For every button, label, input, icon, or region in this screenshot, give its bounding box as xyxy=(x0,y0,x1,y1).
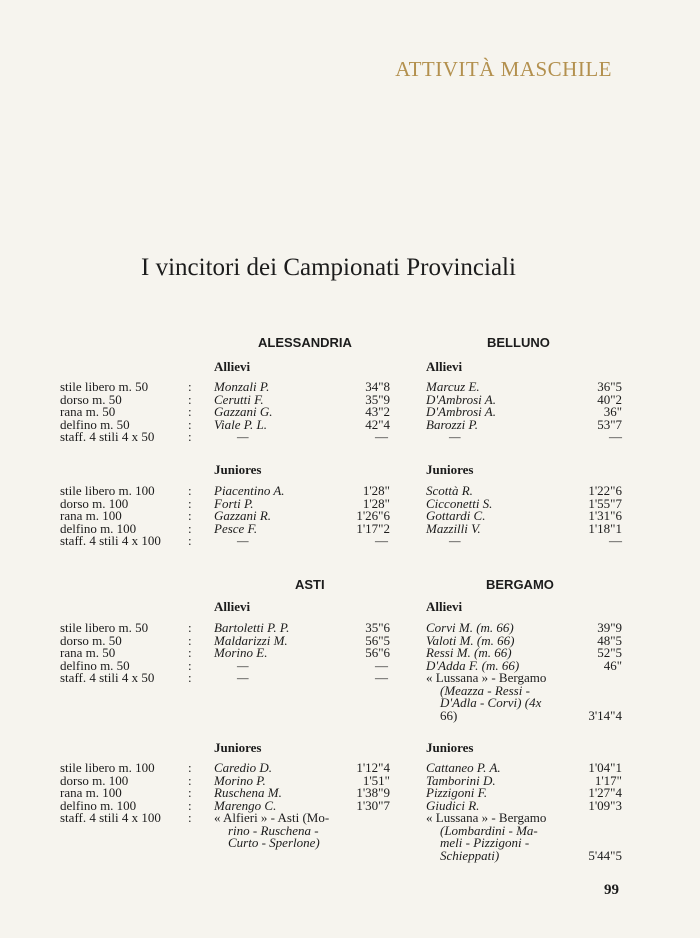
colon: : xyxy=(188,391,192,407)
winner-time: 1'26"6 xyxy=(356,508,390,523)
colon: : xyxy=(188,520,192,536)
winner-name: Mazzilli V. xyxy=(426,520,481,536)
winner-time: 40"2 xyxy=(597,391,622,407)
winner-name: Cerutti F. xyxy=(214,391,264,407)
event-label: dorso m. 50 xyxy=(60,391,122,407)
event-label: delfino m. 50 xyxy=(60,657,130,673)
winner-name: Pesce F. xyxy=(214,520,258,536)
category-label: Allievi xyxy=(214,599,251,614)
winner-time: 1'30"7 xyxy=(356,797,390,813)
winner-name: Caredio D. xyxy=(214,760,273,775)
winner-time: 56"6 xyxy=(365,645,390,660)
event-label: staff. 4 stili 4 x 100 xyxy=(60,810,161,825)
event-label: staff. 4 stili 4 x 50 xyxy=(60,429,155,444)
colon: : xyxy=(188,785,192,800)
winner-time: 53"7 xyxy=(597,416,622,432)
colon: : xyxy=(188,429,192,444)
colon: : xyxy=(188,416,192,432)
winner-name: Gottardi C. xyxy=(426,508,486,523)
category-label: Allievi xyxy=(214,359,251,374)
event-label: dorso m. 50 xyxy=(60,632,122,648)
event-label: staff. 4 stili 4 x 50 xyxy=(60,670,155,685)
winner-time: 35"9 xyxy=(365,391,390,407)
winner-name: Marengo C. xyxy=(214,797,277,813)
event-label: delfino m. 50 xyxy=(60,416,130,432)
winner-time: 1'28" xyxy=(362,483,390,498)
winner-time: — xyxy=(375,533,388,548)
relay-members: (Lombardini - Ma- xyxy=(440,822,538,838)
colon: : xyxy=(188,508,192,523)
winner-name: Morino P. xyxy=(214,772,266,788)
winner-time: 1'31"6 xyxy=(588,508,622,523)
winner-time: 48"5 xyxy=(597,632,622,648)
winner-name: Monzali P. xyxy=(214,379,270,394)
winner-time: 36"5 xyxy=(597,379,622,394)
relay-time: 5'44"5 xyxy=(588,847,622,863)
winner-name: — xyxy=(237,429,249,444)
winner-name: Ressi M. (m. 66) xyxy=(426,645,512,660)
winner-time: 1'38"9 xyxy=(356,785,390,800)
colon: : xyxy=(188,645,192,660)
colon: : xyxy=(188,495,192,511)
winner-time: 1'27"4 xyxy=(588,785,622,800)
event-label: rana m. 100 xyxy=(60,785,122,800)
winner-time: 43"2 xyxy=(365,404,390,419)
winner-time: 35"6 xyxy=(365,620,390,635)
event-label: delfino m. 100 xyxy=(60,520,137,536)
winner-name: Piacentino A. xyxy=(214,483,285,498)
winner-name: Gazzani R. xyxy=(214,508,272,523)
category-label: Allievi xyxy=(426,599,463,614)
winner-time: 42"4 xyxy=(365,416,390,432)
colon: : xyxy=(188,620,192,635)
winner-name: D'Ambrosi A. xyxy=(426,391,496,407)
winner-name: D'Adda F. (m. 66) xyxy=(426,657,520,673)
winner-time: 1'12"4 xyxy=(356,760,390,775)
colon: : xyxy=(188,670,192,685)
winner-name: Giudici R. xyxy=(426,797,480,813)
colon: : xyxy=(188,533,192,548)
winner-name: Maldarizzi M. xyxy=(214,632,288,648)
event-label: rana m. 50 xyxy=(60,645,116,660)
province-heading-left: ALESSANDRIA xyxy=(258,335,352,350)
relay-time: 3'14"4 xyxy=(588,707,622,723)
relay-members: (Meazza - Ressi - xyxy=(440,682,530,698)
winner-time: 36" xyxy=(603,404,622,419)
relay-members: Schieppati) xyxy=(440,847,500,863)
winner-time: 1'55"7 xyxy=(588,495,622,511)
event-label: stile libero m. 50 xyxy=(60,620,149,635)
event-label: stile libero m. 50 xyxy=(60,379,149,394)
winner-time: — xyxy=(375,670,388,685)
winner-time: 56"5 xyxy=(365,632,390,648)
winner-name: — xyxy=(449,533,461,548)
winner-time: 1'28" xyxy=(362,495,390,511)
relay-team: « Lussana » - Bergamo xyxy=(426,670,547,685)
winner-name: Barozzi P. xyxy=(426,416,479,432)
winner-time: 39"9 xyxy=(597,620,622,635)
winner-time: — xyxy=(375,657,388,673)
winner-time: — xyxy=(375,429,388,444)
event-label: rana m. 100 xyxy=(60,508,122,523)
winner-time: — xyxy=(609,429,622,444)
winner-time: 46" xyxy=(603,657,622,673)
winner-name: Bartoletti P. P. xyxy=(214,620,290,635)
event-label: delfino m. 100 xyxy=(60,797,137,813)
section-title: ATTIVITÀ MASCHILE xyxy=(395,57,612,81)
colon: : xyxy=(188,632,192,648)
winner-time: 1'09"3 xyxy=(588,797,622,813)
category-label: Juniores xyxy=(214,740,262,755)
category-label: Allievi xyxy=(426,359,463,374)
event-label: stile libero m. 100 xyxy=(60,760,155,775)
winner-name: Corvi M. (m. 66) xyxy=(426,620,514,635)
winner-name: Cattaneo P. A. xyxy=(426,760,501,775)
colon: : xyxy=(188,404,192,419)
winner-name: Marcuz E. xyxy=(426,379,480,394)
relay-members: rino - Ruschena - xyxy=(228,822,319,838)
winner-name: Scottà R. xyxy=(426,483,473,498)
province-heading-right: BERGAMO xyxy=(486,577,554,592)
relay-members: 66) xyxy=(440,707,458,723)
colon: : xyxy=(188,810,192,825)
colon: : xyxy=(188,797,192,813)
category-label: Juniores xyxy=(426,740,474,755)
colon: : xyxy=(188,657,192,673)
winner-time: 52"5 xyxy=(597,645,622,660)
event-label: stile libero m. 100 xyxy=(60,483,155,498)
relay-members: D'Adla - Corvi) (4x xyxy=(440,695,542,710)
colon: : xyxy=(188,772,192,788)
winner-name: Cicconetti S. xyxy=(426,495,493,511)
page-number: 99 xyxy=(604,882,619,898)
winner-name: D'Ambrosi A. xyxy=(426,404,496,419)
winner-name: Ruschena M. xyxy=(214,785,282,800)
winner-name: — xyxy=(237,657,249,673)
relay-members: Curto - Sperlone) xyxy=(228,835,320,850)
colon: : xyxy=(188,379,192,394)
colon: : xyxy=(188,760,192,775)
winner-time: 1'17" xyxy=(594,772,622,788)
winner-name: — xyxy=(449,429,461,444)
province-heading-left: ASTI xyxy=(295,577,325,592)
relay-team: « Alfieri » - Asti (Mo- xyxy=(214,810,330,825)
category-label: Juniores xyxy=(426,462,474,477)
colon: : xyxy=(188,483,192,498)
winner-name: Forti P. xyxy=(214,495,254,511)
winner-name: Morino E. xyxy=(214,645,268,660)
winner-time: 34"8 xyxy=(365,379,390,394)
winner-name: — xyxy=(237,533,249,548)
winner-name: Viale P. L. xyxy=(214,416,267,432)
category-label: Juniores xyxy=(214,462,262,477)
winner-time: 1'51" xyxy=(362,772,390,788)
page-title: I vincitori dei Campionati Provinciali xyxy=(141,254,516,281)
relay-members: meli - Pizzigoni - xyxy=(440,835,530,850)
winner-time: — xyxy=(609,533,622,548)
province-heading-right: BELLUNO xyxy=(487,335,550,350)
winner-name: Pizzigoni F. xyxy=(426,785,488,800)
event-label: dorso m. 100 xyxy=(60,495,129,511)
event-label: rana m. 50 xyxy=(60,404,116,419)
winner-time: 1'18"1 xyxy=(588,520,622,536)
relay-team: « Lussana » - Bergamo xyxy=(426,810,547,825)
event-label: dorso m. 100 xyxy=(60,772,129,788)
winner-name: Valoti M. (m. 66) xyxy=(426,632,515,648)
winner-time: 1'04"1 xyxy=(588,760,622,775)
event-label: staff. 4 stili 4 x 100 xyxy=(60,533,161,548)
winner-name: — xyxy=(237,670,249,685)
winner-name: Gazzani G. xyxy=(214,404,273,419)
winner-name: Tamborini D. xyxy=(426,772,496,788)
winner-time: 1'17"2 xyxy=(356,520,390,536)
winner-time: 1'22"6 xyxy=(588,483,622,498)
